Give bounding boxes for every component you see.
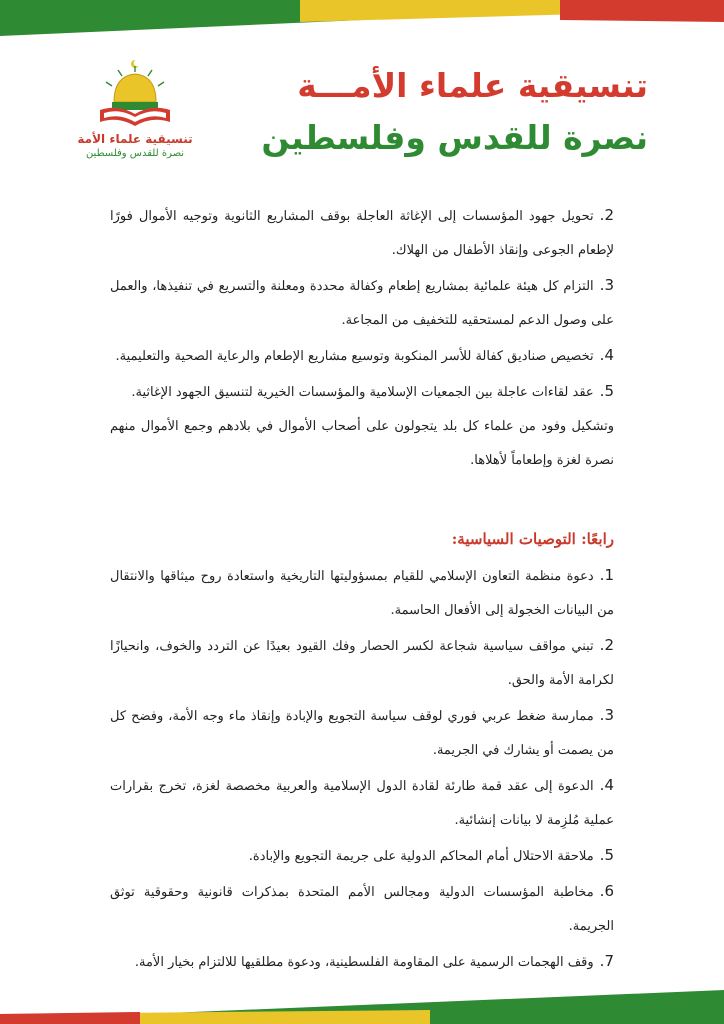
list-item [110,838,614,874]
list-item [110,338,614,374]
list-item [110,768,614,838]
list-item [110,874,614,944]
item-number: 4. [599,776,614,794]
list-item [110,944,614,980]
item-number: 4. [599,346,614,364]
item-text: التزام كل هيئة علمائية بمشاريع إطعام وكفالة محددة ومعلنة والتسريع في تنفيذها، والعمل على وصول الدعم لمستحقيه للتخفيف من المجاعة. [110,279,614,328]
item-number: 6. [599,882,614,900]
list-item [110,698,614,768]
extra-paragraph: وتشكيل وفود من علماء كل بلد يتجولون على أصحاب الأموال في بلادهم وجمع الأموال منهم نصرة لغزة وإطعاماً لأهلاها. [110,419,614,468]
item-number: 1. [599,566,614,584]
page-header [0,58,724,178]
document-body [110,198,614,980]
item-text: تبني مواقف سياسية شجاعة لكسر الحصار وفك القيود بعيدًا عن التردد والخوف، وانحيازًا لكرامة الأمة والحق. [110,639,614,688]
logo-subtitle: نصرة للقدس وفلسطين [85,148,185,159]
list-item [110,374,614,410]
item-text: تخصيص صناديق كفالة للأسر المنكوبة وتوسيع مشاريع الإطعام والرعاية الصحية والتعليمية. [115,349,594,364]
top-decoration-stripes [0,0,724,48]
item-number: 5. [599,846,614,864]
header-title-green: نصرة للقدس وفلسطين [261,118,648,157]
item-text: عقد لقاءات عاجلة بين الجمعيات الإسلامية والمؤسسات الخيرية لتنسيق الجهود الإغاثية. [131,385,594,400]
header-title-red: تنسيقية علماء الأمـــة [297,66,648,105]
item-text: دعوة منظمة التعاون الإسلامي للقيام بمسؤوليتها التاريخية واستعادة روح ميثاقها والانتقال من البيانات الخجولة إلى الأفعال الحاسمة. [110,569,614,618]
section-title-political-recommendations: رابعًا: التوصيات السياسية: [451,530,614,548]
bottom-decoration-stripes [0,984,724,1024]
item-text: ملاحقة الاحتلال أمام المحاكم الدولية على جريمة التجويع والإبادة. [248,849,594,864]
item-number: 5. [599,382,614,400]
item-number: 3. [599,276,614,294]
dome-book-icon [94,58,176,132]
item-text: تحويل جهود المؤسسات إلى الإغاثة العاجلة بوقف المشاريع الثانوية وتوجيه الأموال فورًا لإطعام الجوعى وإنقاذ الأطفال من الهلاك. [110,209,614,258]
item-text: مخاطبة المؤسسات الدولية ومجالس الأمم المتحدة بمذكرات قانونية وحقوقية توثق الجريمة. [110,885,614,934]
list-item [110,558,614,628]
list-item [110,268,614,338]
item-number: 2. [599,206,614,224]
item-text: ممارسة ضغط عربي فوري لوقف سياسة التجويع والإبادة وإنقاذ ماء وجه الأمة، وفضح كل من يصمت أو يشارك في الجريمة. [110,709,614,758]
item-number: 3. [599,706,614,724]
organization-logo [70,58,200,166]
logo-title: تنسيقية علماء الأمة [77,132,193,146]
item-text: الدعوة إلى عقد قمة طارئة لقادة الدول الإسلامية والعربية مخصصة لغزة، تخرج بقرارات عملية مُلزِمة لا بيانات إنشائية. [110,779,614,828]
item-number: 2. [599,636,614,654]
list-item [110,628,614,698]
item-number: 7. [599,952,614,970]
item-text: وقف الهجمات الرسمية على المقاومة الفلسطينية، ودعوة مطلقيها للالتزام بخيار الأمة. [134,955,594,970]
list-item [110,198,614,268]
